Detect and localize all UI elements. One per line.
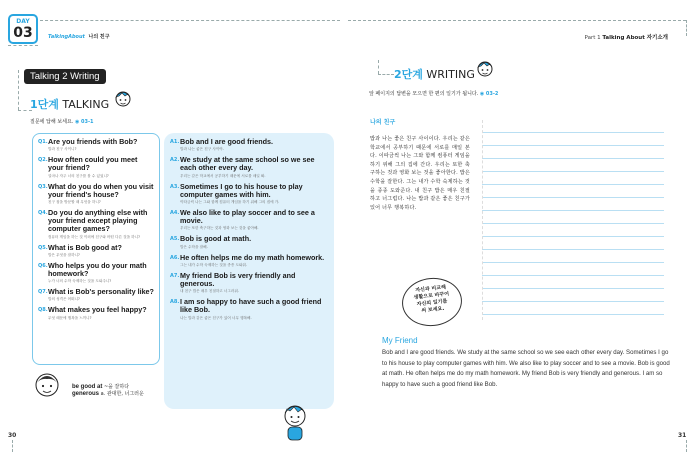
question-number: Q1. <box>38 139 48 145</box>
question-en: What is Bob good at? <box>48 242 122 252</box>
writing-word: WRITING <box>426 68 475 81</box>
answer-item <box>170 254 328 268</box>
question-item <box>38 244 154 258</box>
question-en: Are you friends with Bob? <box>48 137 138 146</box>
answer-en: He often helps me do my math homework. <box>180 252 325 262</box>
speech-bubble <box>400 275 465 329</box>
header-part <box>585 33 669 41</box>
day-number: 03 <box>13 25 33 41</box>
question-ko: 밥의 성격은 어떠니? <box>48 297 80 302</box>
answer-ko: 내 친구 밥은 매우 친절하고 너그러워. <box>180 289 239 294</box>
question-item <box>38 306 154 320</box>
answer-en: We study at the same school so we see each other every day. <box>180 155 315 173</box>
question-ko: 밥과 친구 사이니? <box>48 147 77 152</box>
header-rule-right <box>348 20 686 21</box>
answer-item <box>170 138 328 152</box>
question-en: Who helps you do your math homework? <box>48 260 147 279</box>
bubble-line: 자신의 일기를 <box>416 298 448 308</box>
english-diary-paragraph: Bob and I are good friends. We study at the same school so we see each other every day. Sometimes I go to his house to play computer games with him. We also like to play soccer and to see a movie. Bob is good at math. He often helps me do my math homework. My friend Bob is very friendly and generous. I am so happy to have such a good friend like Bob. <box>382 349 670 388</box>
question-ko: 친구 집을 방문할 때 무엇을 하니? <box>48 200 101 205</box>
vocab-word: generous <box>72 391 100 397</box>
answer-item <box>170 183 328 205</box>
part-title: Talking About 자기소개 <box>602 35 668 41</box>
answer-number: A1. <box>170 139 180 145</box>
instruction-text: 앞 페이지의 답변을 모으면 한 편의 일기가 됩니다. <box>369 91 479 97</box>
writing-lines-area[interactable] <box>482 120 664 320</box>
question-number: Q8. <box>38 307 48 314</box>
vocab-meaning: ~을 잘하다 <box>103 384 130 390</box>
answer-en: Bob and I are good friends. <box>180 137 274 146</box>
writing-instruction <box>369 90 498 97</box>
answer-item <box>170 298 328 320</box>
boy-head-icon <box>114 88 132 108</box>
vocab-item <box>72 384 144 391</box>
page-num-tick-right <box>686 440 687 452</box>
question-number: Q4. <box>38 210 48 217</box>
bubble-line: 자신과 비교해 <box>415 284 447 294</box>
ask-text: 질문에 답해 보세요. <box>30 119 74 125</box>
question-ko: 컴퓨터 게임을 하는 것 이외에 친구와 어떤 다른 것을 하니? <box>48 234 141 239</box>
vocab-item <box>72 391 144 398</box>
answer-en: My friend Bob is very friendly and generous. <box>180 270 296 289</box>
question-number: Q3. <box>38 183 48 190</box>
page-number-left: 30 <box>8 432 17 439</box>
header-rule-left-lower <box>8 45 38 46</box>
answer-item <box>170 156 328 178</box>
answer-ko: 그는 내가 수학 숙제하는 것을 종종 도와줘. <box>180 262 248 267</box>
question-item <box>38 288 154 302</box>
talking-title <box>30 96 109 112</box>
header-topic <box>48 33 110 40</box>
bubble-line: 생활으로 바꾸어 <box>413 291 450 301</box>
audio-track-icon[interactable]: ◉ <box>75 119 80 125</box>
question-item <box>38 138 154 152</box>
vocabulary-list <box>72 384 144 398</box>
answer-ko: 밥은 수학을 잘해. <box>180 244 208 249</box>
question-en: What do you do when you visit your friend's house? <box>48 181 154 199</box>
answer-en: We also like to play soccer and to see a movie. <box>180 208 315 226</box>
english-diary-title: My Friend <box>382 336 418 345</box>
writing-track: 03-2 <box>485 91 499 97</box>
answer-number: A6. <box>170 254 180 261</box>
talking-step: 1단계 <box>30 98 59 111</box>
question-item <box>38 183 154 205</box>
answer-number: A8. <box>170 299 180 306</box>
page-number-right: 31 <box>678 432 687 439</box>
day-badge <box>8 14 38 44</box>
question-en: How often could you meet your friend? <box>48 155 138 173</box>
answer-number: A5. <box>170 236 180 243</box>
question-item <box>38 262 154 284</box>
day-label: DAY <box>16 18 30 25</box>
margin-line-left <box>18 70 19 110</box>
question-ko: 밥은 무엇을 잘하니? <box>48 252 80 257</box>
vocab-meaning: a. 관대한, 너그러운 <box>100 391 144 397</box>
part-prefix: Part 1 <box>584 35 601 41</box>
question-number: Q6. <box>38 262 48 269</box>
boy-character-icon <box>280 402 310 442</box>
section-tab: Talking 2 Writing <box>24 69 106 84</box>
answer-number: A3. <box>170 183 180 190</box>
answer-en: Bob is good at math. <box>180 234 252 244</box>
header-rule-right-edge <box>686 20 687 36</box>
writing-underline <box>378 74 394 75</box>
topic-label: 나의 친구 <box>88 34 110 40</box>
margin-line-right <box>378 60 379 74</box>
question-number: Q2. <box>38 157 48 164</box>
bubble-line: 써 보세요. <box>421 305 445 315</box>
ask-track: 03-1 <box>80 119 94 125</box>
header-rule-left <box>40 20 340 21</box>
korean-diary-paragraph: 밥과 나는 좋은 친구 사이이다. 우리는 같은 학교에서 공부하기 때문에 서로를 매일 본다. 이따금씩 나는 그와 함께 컴퓨터 게임을 하기 위해 그의 집에 간다. 우리는 또한 축구하는 것과 영화 보는 것을 좋아한다. 밥은 수학을 잘한다. 그는 내가 수학 숙제하는 것을 종종 도와준다. 내 친구 밥은 매우 친절하고 너그럽다. 나는 밥과 같은 좋은 친구가 있어 너무 행복하다. <box>370 136 470 211</box>
answer-item <box>170 209 328 231</box>
vocab-word: be good at <box>72 384 103 390</box>
question-ko: 얼마나 자주 너의 친구를 볼 수 있었니? <box>48 173 109 178</box>
answer-en: I am so happy to have such a good friend like Bob. <box>180 297 322 315</box>
korean-diary-title: 나의 친구 <box>370 119 396 126</box>
answer-item <box>170 235 328 249</box>
answer-ko: 이따금씩 나는 그와 함께 컴퓨터 게임을 하기 위해 그의 집에 가. <box>180 200 280 205</box>
question-number: Q7. <box>38 289 48 296</box>
answer-en: Sometimes I go to his house to play computer games with him. <box>180 181 303 199</box>
question-ko: 무엇 때문에 행복을 느끼니? <box>48 315 92 320</box>
answer-number: A7. <box>170 272 180 279</box>
question-item <box>38 156 154 178</box>
writing-title <box>394 66 475 82</box>
questions-box <box>32 133 160 365</box>
answer-ko: 우리는 또한 축구하는 것과 영화 보는 것을 좋아해. <box>180 226 259 231</box>
answer-ko: 우리는 같은 학교에서 공부하기 때문에 서로를 매일 봐. <box>180 173 266 178</box>
talking-word: TALKING <box>62 98 110 111</box>
ask-instruction <box>30 118 94 125</box>
audio-track-icon[interactable]: ◉ <box>479 91 485 97</box>
page-num-tick-left <box>12 440 13 452</box>
answer-ko: 나는 밥과 같은 좋은 친구가 있어 너무 행복해. <box>180 315 252 320</box>
pencil-boy-icon <box>476 58 494 78</box>
answer-ko: 밥과 나는 좋은 친구 사이야. <box>180 147 224 152</box>
question-en: What makes you feel happy? <box>48 305 147 315</box>
question-en: What is Bob's personality like? <box>48 287 154 297</box>
writing-step: 2단계 <box>394 68 423 81</box>
answer-number: A2. <box>170 157 180 164</box>
answer-item <box>170 272 328 294</box>
answers-box <box>164 133 334 409</box>
answer-number: A4. <box>170 210 180 217</box>
question-item <box>38 209 154 240</box>
girl-character-icon <box>30 370 64 402</box>
question-en: Do you do anything else with your friend except playing computer games? <box>48 208 148 234</box>
question-number: Q5. <box>38 244 48 251</box>
question-ko: 누가 너의 수학 숙제하는 것을 도와주니? <box>48 279 112 284</box>
brand-label: TalkingAbout <box>48 34 85 40</box>
